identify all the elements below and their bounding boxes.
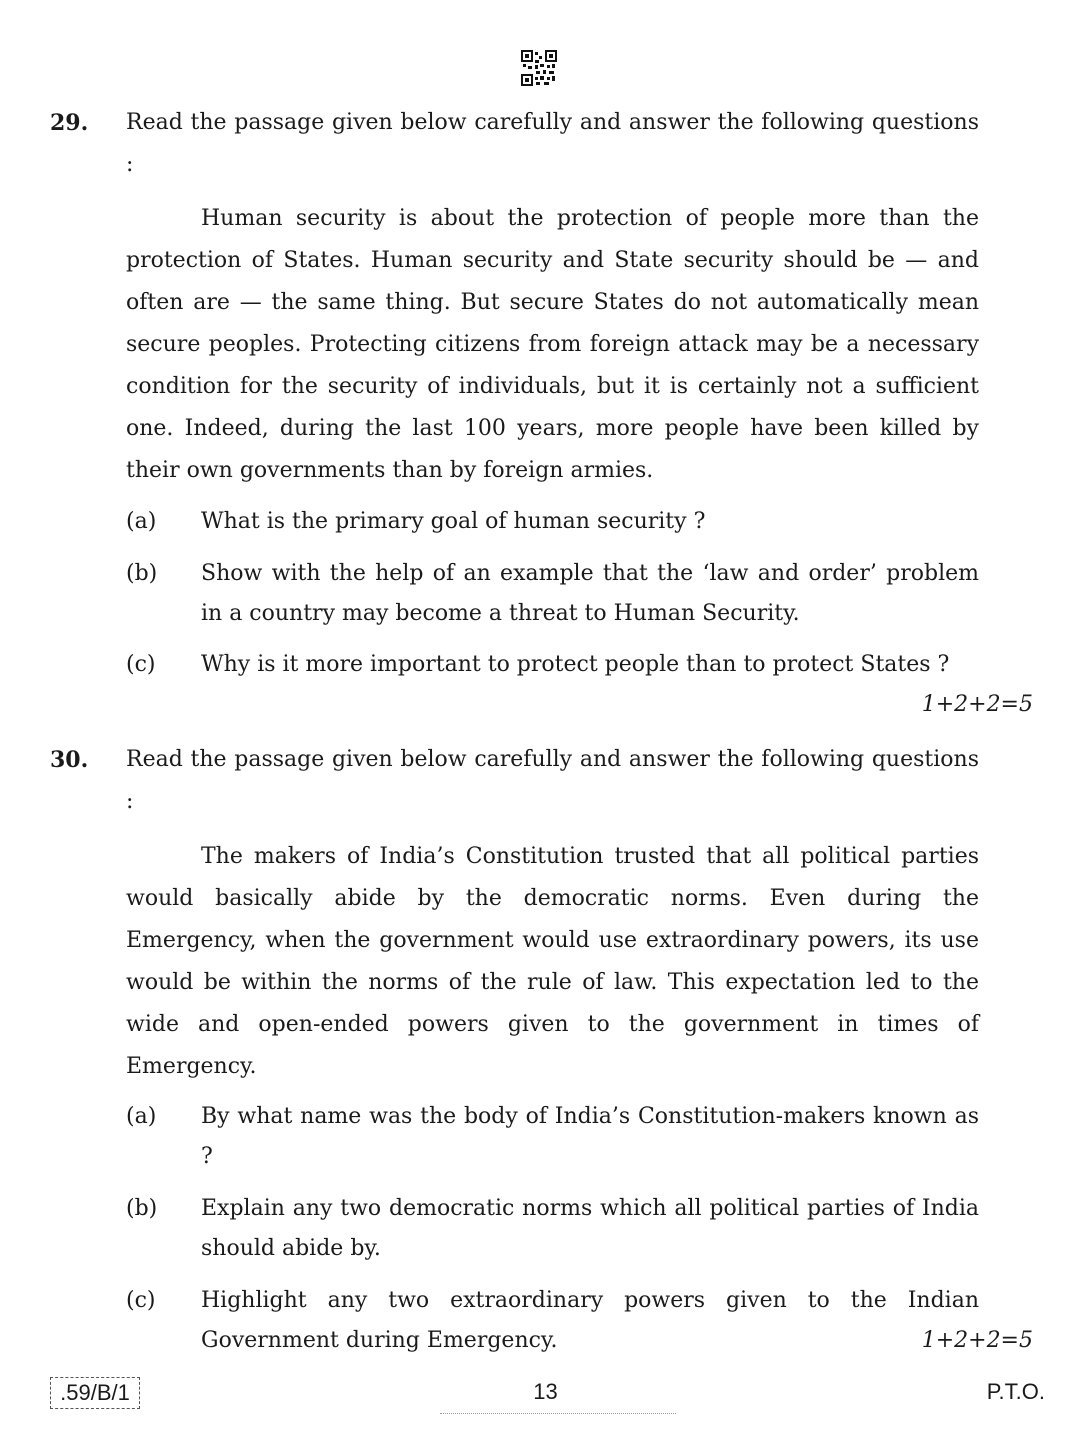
question-30-marks: 1+2+2=5 <box>921 1328 1033 1353</box>
question-30-item-a-text: By what name was the body of India’s Constitution-makers known as ? <box>201 1104 979 1169</box>
question-29-item-b-text: Show with the help of an example that the ‘law and order’ problem in a country may become a threat to Human Security. <box>201 561 979 626</box>
question-30-item-b-label: (b) <box>126 1196 158 1221</box>
question-29-marks: 1+2+2=5 <box>921 692 1033 717</box>
question-29-item-c-text: Why is it more important to protect people than to protect States ? <box>201 652 950 677</box>
question-30-item-a-label: (a) <box>126 1104 157 1129</box>
paper-code: .59/B/1 <box>50 1377 140 1409</box>
question-29-number: 29. <box>50 110 89 136</box>
page-number: 13 <box>533 1379 558 1404</box>
question-29-item-a-label: (a) <box>126 509 157 534</box>
qr-code-icon <box>521 50 557 86</box>
micro-print-line <box>440 1413 676 1414</box>
question-30-intro: Read the passage given below carefully and answer the following questions : <box>126 747 979 814</box>
question-30-item-c-text: Highlight any two extraordinary powers given to the Indian Government during Emergency. <box>201 1288 979 1353</box>
question-29-item-b-label: (b) <box>126 561 158 586</box>
question-29-passage: Human security is about the protection of people more than the protection of States. Human security and State security should be — and often are — the same thing. But secure States do not automatically mean secure peoples. Protecting citizens from foreign attack may be a necessary condition for the security of individuals, but it is certainly not a sufficient one. Indeed, during the last 100 years, more people have been killed by their own governments than by foreign armies. <box>126 206 979 483</box>
question-30-passage: The makers of India’s Constitution trusted that all political parties would basically abide by the democratic norms. Even during the Emergency, when the government would use extraordinary powers, its use would be within the norms of the rule of law. This expectation led to the wide and open-ended powers given to the government in times of Emergency. <box>126 844 979 1079</box>
question-29-intro: Read the passage given below carefully and answer the following questions : <box>126 110 979 177</box>
question-30-item-c-label: (c) <box>126 1288 156 1313</box>
question-30-item-b-text: Explain any two democratic norms which all political parties of India should abide by. <box>201 1196 979 1261</box>
question-29-item-c-label: (c) <box>126 652 156 677</box>
question-30-number: 30. <box>50 747 89 773</box>
question-29-item-a-text: What is the primary goal of human security ? <box>201 509 706 534</box>
pto-label: P.T.O. <box>986 1379 1045 1404</box>
